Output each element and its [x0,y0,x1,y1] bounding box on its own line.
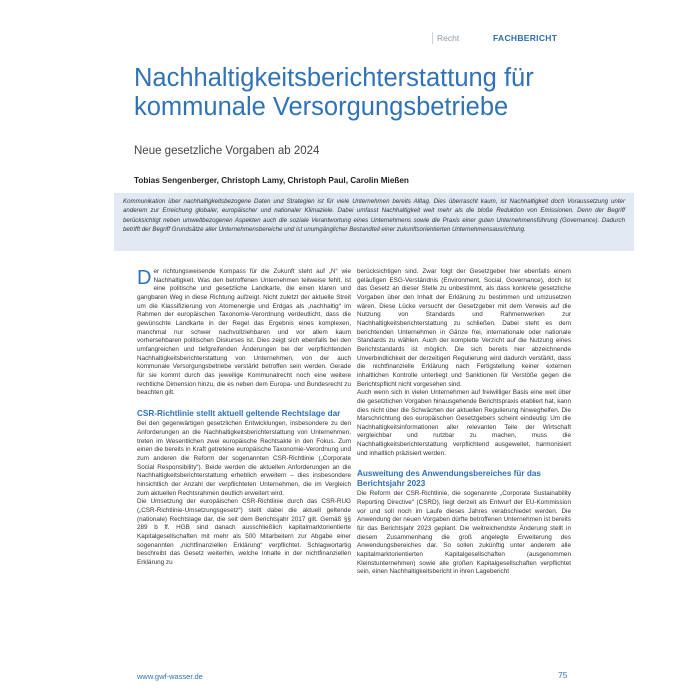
abstract-box [114,193,634,251]
section-heading-ausweitung: Ausweitung des Anwendungsbereiches für das Berichtsjahr 2023 [357,469,541,488]
column-right [357,268,571,577]
header-type: FACHBERICHT [493,33,558,43]
left-paragraph-3: Die Umsetzung der europäischen CSR-Richtlinie durch das CSR-RUG („CSR-Richtlinie-Umsetzungsgesetz“) stellt dabei die aktuell geltende (nationale) Rechtslage dar, die seit dem Berichtsjahr 2017 gilt. Gemäß §§ 289 b ff. HGB sind danach ausschließlich kapitalmarktorientierte Kapitalgesellschaften mit mehr als 500 Mitarbeitern zur Abgabe einer sogenannten „nichtfinanziellen Erklärung“ verpflichtet. Schlagwortartig beschreibt das Gesetz weiterhin, welche Inhalte in der nichtfinanziellen Erklärung zu [137,498,351,566]
right-paragraph-3: Die Reform der CSR-Richtlinie, die sogenannte „Corporate Sustainability Reporting Directive“ (CSRD), liegt derzeit als Entwurf der EU-Kommission vor und soll noch im Laufe dieses Jahres verabschiedet werden. Die Anwendung der neuen Vorgaben dürfte betroffenen Unternehmen ist bereits für das Berichtsjahr 2023 geplant. Die weitreichendste Änderung stellt in diesem Zusammenhang die groß angelegte Erweiterung des Anwendungsbereiches dar. So sollen zukünftig unter anderem alle kapitalmarktorientierten Kapitalgesellschaften (ausgenommen Kleinstunternehmen) sowie alle großen Kapitalgesellschaften verpflichtet sein, einen Nachhaltigkeitsbericht in ihren Lagebericht [357,490,571,576]
drop-cap: D [137,267,152,289]
abstract-text: Kommunikation über nachhaltigkeitsbezogene Daten und Strategien ist für viele Unternehmen bereits Alltag. Dies überrascht kaum, ist Nachhaltigkeit doch Voraussetzung unter anderem zur Erreichung globaler, europäischer und nationaler Klimaziele. Dabei umfasst Nachhaltigkeit weit mehr als die bloße Reduktion von Emissionen. Denn der Begriff berücksichtigt neben umweltbezogenen Aspekten auch die soziale Verantwortung eines Unternehmens sowie die Praxis einer guten Unternehmensführung (Governance). Dadurch betrifft der Begriff Grundsätze aller Unternehmensbereiche und ist unumgänglicher Bestandteil einer zukunftsorientierten Unternehmensausrichtung. [123,198,625,233]
article-title: Nachhaltigkeitsberichterstattung für kommunale Versorgungsbetriebe [134,64,534,121]
right-paragraph-2: Auch wenn sich in vielen Unternehmen auf freiwilliger Basis eine weit über die gesetzlichen Vorgaben hinausgehende Berichtspraxis etabliert hat, kann dies nicht über die Schwächen der aktuellen Regulierung hinweghelfen. Die Marschrichtung des europäischen Gesetzgebers scheint eindeutig: Um die Nachhaltigkeitsinformationen aller relevanten Teile der Wirtschaft vergleichbar und nutzbar zu machen, muss die Nachhaltigkeitsberichterstattung verpflichtend ausgeweitet, harmonisiert und inhaltlich präzisiert werden. [357,389,571,457]
left-paragraph-1 [137,268,351,398]
left-paragraph-2: Bei den gegenwärtigen gesetzlichen Entwicklungen, insbesondere zu den Anforderungen an die Nachhaltigkeitsberichterstattung von Unternehmen, treten im Wesentlichen zwei europäische Rechtsakte in den Fokus. Zum einen die bereits in Kraft getretene europäische Taxonomie-Verordnung und zum anderen die Reform der sogenannten CSR-Richtlinie („Corporate Social Responsibility“). Beide werden die aktuellen Anforderungen an die Nachhaltigkeitsberichterstattung erheblich erweitern – dies insbesondere hinsichtlich der Anzahl der verpflichteten Unternehmen, die im Vergleich zum aktuellen Rechtsrahmen deutlich erweitert wird. [137,420,351,497]
right-paragraph-1: berücksichtigen sind. Zwar folgt der Gesetzgeber hier ebenfalls einem geläufigen ESG-Verständnis (Environment, Social, Governance), doch ist das Gesetz an dieser Stelle zu unbestimmt, als dass konkrete gesetzliche Vorgaben über den Inhalt der Erklärung zu bestimmen und umzusetzen wären. Diese Lücke versucht der Gesetzgeber mit dem Verweis auf die Nutzung von Standards und Rahmenwerken zur Nachhaltigkeitsberichterstattung zu schließen. Dabei steht es dem berichtenden Unternehmen in Gänze frei, internationale oder nationale Standards zu wählen. Auch der komplette Verzicht auf die Nutzung eines Berichtstandards ist möglich. Die sich bereits hier abzeichnende Unverbindlichkeit der derzeitigen Regulierung wird dadurch verstärkt, dass die nichtfinanzielle Erklärung nach Fertigstellung keiner externen inhaltlichen Kontrolle unterliegt und Sanktionen für Verstöße gegen die Berichtspflicht nicht vorgesehen sind. [357,268,571,388]
page-number: 75 [558,670,568,680]
left-paragraph-1-text: er richtungsweisende Kompass für die Zukunft steht auf „N“ wie Nachhaltigkeit. Was den betroffenen Unternehmen teilweise fehlt, ist eine politische und gesetzliche Landkarte, die einen klaren und gangbaren Weg in diese Richtung aufzeigt. Nicht zuletzt der aktuelle Streit um die Klassifizierung von Atomenergie und Erdgas als „nachhaltig“ im Rahmen der europäischen Taxonomie-Verordnung verdeutlicht, dass die gewünschte Landkarte in der Regel das Ergebnis eines komplexen, manchmal nur schwer nachvollziehbaren und vor allem kaum vorhersehbaren politischen Diskurses ist. Dies zeigt sich ebenfalls bei den umfangreichen und tiefgreifenden Änderungen bei der verpflichtenden Nachhaltigkeitsberichterstattung von Unternehmen, von der auch kommunale Versorgungsbetriebe verstärkt betroffen sein werden. Gerade für sie kommt durch das jeweilige Kommunalrecht noch eine weitere rechtliche Dimension hinzu, die es neben dem Europa- und Bundesrecht zu beachten gilt. [137,268,351,397]
footer-url[interactable]: www.gwf-wasser.de [137,672,203,681]
article-authors: Tobias Sengenberger, Christoph Lamy, Christoph Paul, Carolin Mießen [134,176,409,185]
page-header [437,32,557,44]
header-section: Recht [437,33,460,43]
section-heading-csr: CSR-Richtlinie stellt aktuell geltende Rechtslage dar [137,408,341,418]
article-subtitle: Neue gesetzliche Vorgaben ab 2024 [134,145,320,157]
column-left [137,268,351,568]
